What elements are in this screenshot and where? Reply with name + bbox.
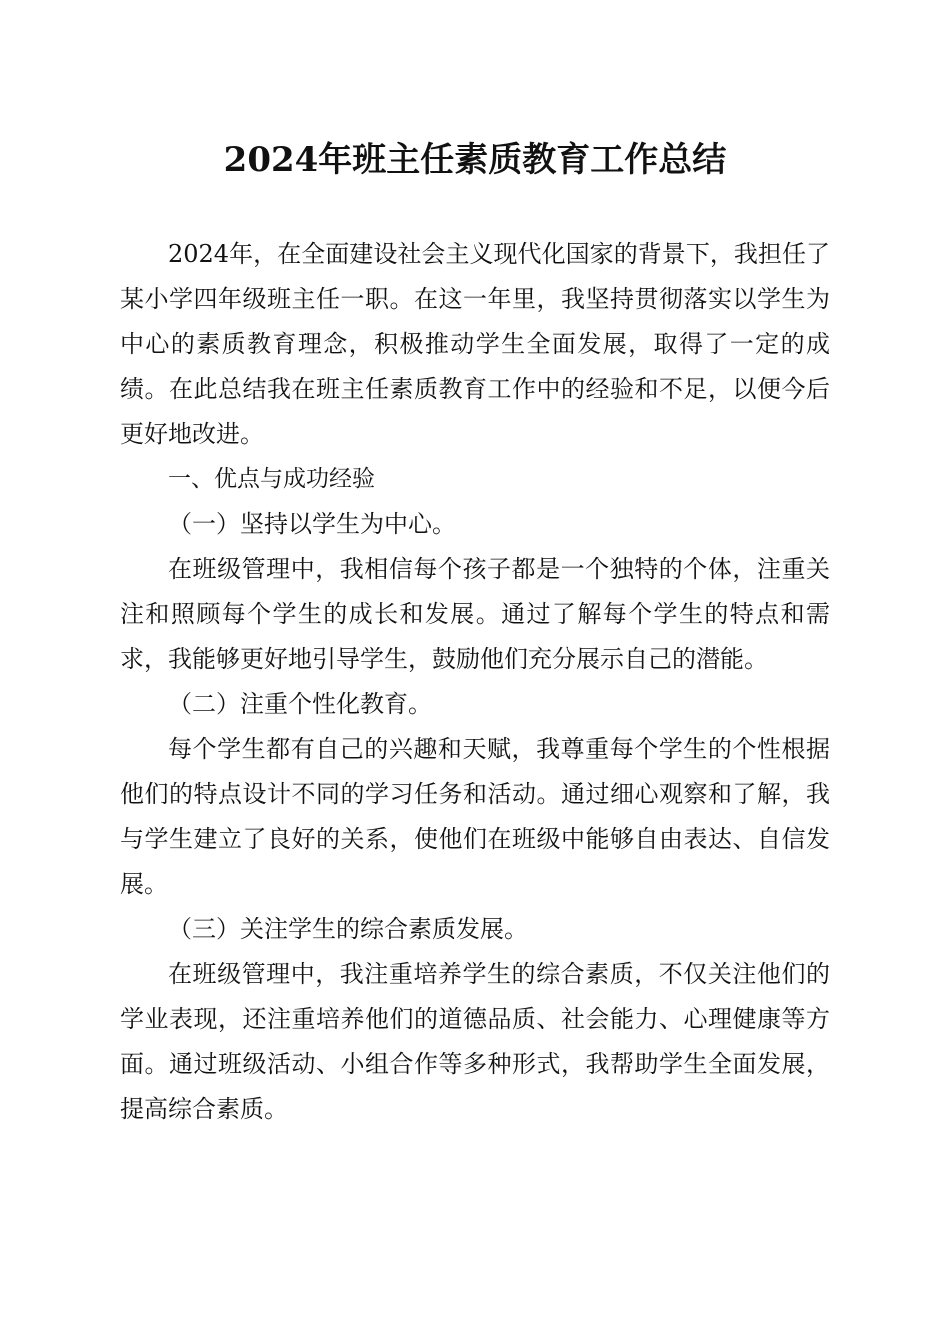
section-heading-strengths: 一、优点与成功经验 xyxy=(168,466,375,492)
subsection-heading-2: （二）注重个性化教育。 xyxy=(168,690,432,718)
document-body xyxy=(120,232,830,1132)
intro-paragraph: 2024年，在全面建设社会主义现代化国家的背景下，我担任了某小学四年级班主任一职。在这一年里，我坚持贯彻落实以学生为中心的素质教育理念，积极推动学生全面发展，取得了一定的成绩。在此总结我在班主任素质教育工作中的经验和不足，以便今后更好地改进。 xyxy=(120,240,830,448)
body-paragraph-1: 在班级管理中，我相信每个孩子都是一个独特的个体，注重关注和照顾每个学生的成长和发展。通过了解每个学生的特点和需求，我能够更好地引导学生，鼓励他们充分展示自己的潜能。 xyxy=(120,555,830,673)
body-paragraph-3: 在班级管理中，我注重培养学生的综合素质，不仅关注他们的学业表现，还注重培养他们的道德品质、社会能力、心理健康等方面。通过班级活动、小组合作等多种形式，我帮助学生全面发展，提高综合素质。 xyxy=(120,960,830,1123)
subsection-heading-1: （一）坚持以学生为中心。 xyxy=(168,510,456,538)
subsection-heading-3: （三）关注学生的综合素质发展。 xyxy=(168,915,528,943)
document-title: 2024年班主任素质教育工作总结 xyxy=(223,140,727,180)
body-paragraph-2: 每个学生都有自己的兴趣和天赋，我尊重每个学生的个性根据他们的特点设计不同的学习任务和活动。通过细心观察和了解，我与学生建立了良好的关系，使他们在班级中能够自由表达、自信发展。 xyxy=(120,735,830,898)
